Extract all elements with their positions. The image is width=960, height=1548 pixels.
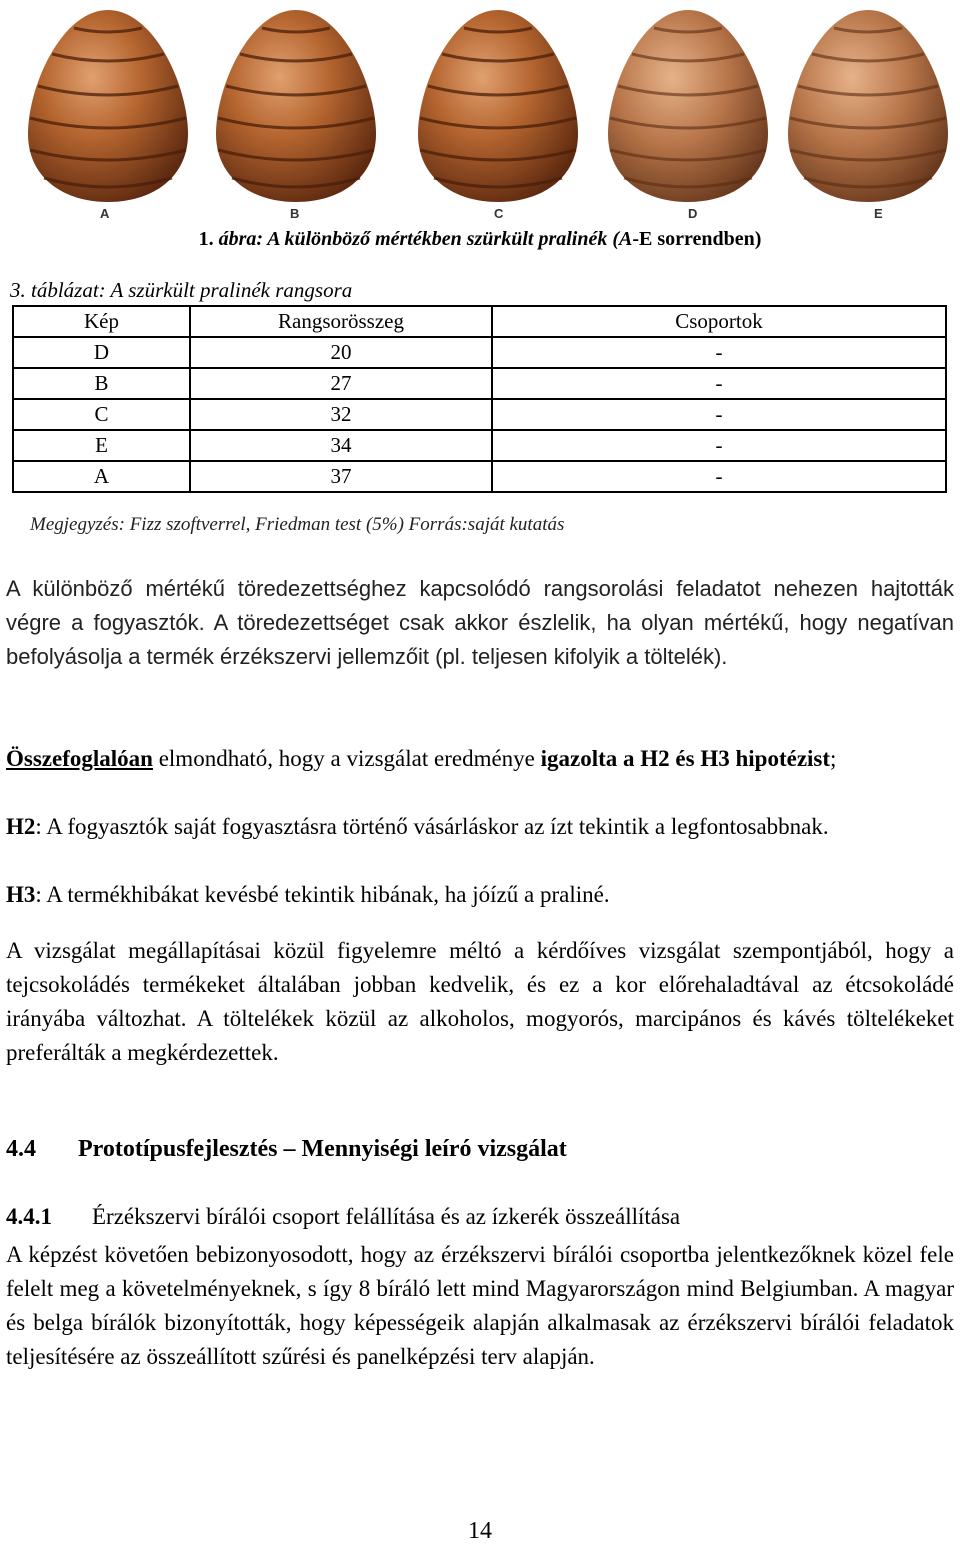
table-cell: E (13, 430, 190, 461)
figure-label-e: E (874, 206, 883, 221)
table-cell: A (13, 461, 190, 492)
table-title: 3. táblázat: A szürkült pralinék rangsora (10, 278, 353, 302)
paragraph-summary: Összefoglalóan elmondható, hogy a vizsgálat eredménye igazolta a H2 és H3 hipotézist; (6, 746, 837, 771)
table-row (13, 337, 946, 368)
page-number: 14 (468, 1518, 492, 1544)
table-cell: 34 (190, 430, 492, 461)
subsection-heading: 4.4.1 Érzékszervi bírálói csoport felállítása és az ízkerék összeállítása (6, 1204, 681, 1229)
paragraph-findings: A vizsgálat megállapításai közül figyelemre méltó a kérdőíves vizsgálat szempontjából, hogy a tejcsokoládés termékeket általában jobban kedvelik, és ez a kor előrehaladtával az étcsokoládé irányába változhat. A töltelékek közül az alkoholos, mogyorós, marcipános és kávés töltelékeket preferálták a megkérdezettek. (6, 938, 954, 1065)
table-cell: - (492, 368, 946, 399)
paragraph-fragmentation: A különböző mértékű töredezettséghez kapcsolódó rangsorolási feladatot nehezen hajtották végre a fogyasztók. A töredezettséget csak akkor észlelik, ha olyan mértékű, hogy negatívan befolyásolja a termék érzékszervi jellemzőit (pl. teljesen kifolyik a töltelék). (6, 576, 954, 669)
praline-b-image (210, 6, 382, 204)
table-header: Kép (13, 306, 190, 337)
figure-label-b: B (290, 206, 300, 221)
table-cell: 37 (190, 461, 492, 492)
praline-e-image (782, 6, 954, 204)
figure-label-c: C (494, 206, 504, 221)
praline-c-image (412, 6, 584, 204)
table-header: Csoportok (492, 306, 946, 337)
praline-a-image (22, 6, 194, 204)
table-cell: B (13, 368, 190, 399)
hypothesis-h3: H3: A termékhibákat kevésbé tekintik hibának, ha jóízű a praliné. (6, 882, 610, 907)
table-cell: - (492, 461, 946, 492)
table-cell: 20 (190, 337, 492, 368)
table-cell: 27 (190, 368, 492, 399)
table-cell: - (492, 430, 946, 461)
paragraph-panel: A képzést követően bebizonyosodott, hogy az érzékszervi bírálói csoportba jelentkezőknek közel fele felelt meg a követelményeknek, s így 8 bíráló lett mind Magyarországon mind Belgiumban. A magyar és belga bírálók bizonyították, hogy képességeik alapján alkalmasak az érzékszervi bírálói feladatok teljesítésére az összeállított szűrési és panelképzési terv alapján. (6, 1242, 954, 1369)
section-heading: 4.4 Prototípusfejlesztés – Mennyiségi leíró vizsgálat (6, 1136, 567, 1162)
figure-label-d: D (688, 206, 698, 221)
table-row (13, 461, 946, 492)
praline-d-image (602, 6, 774, 204)
ranking-table (12, 305, 947, 493)
table-cell: 32 (190, 399, 492, 430)
figure-caption: 1. ábra: A különböző mértékben szürkült pralinék (A-E sorrendben) (198, 228, 762, 250)
table-header: Rangsorösszeg (190, 306, 492, 337)
table-cell: - (492, 399, 946, 430)
table-cell: C (13, 399, 190, 430)
table-note: Megjegyzés: Fizz szoftverrel, Friedman test (5%) Forrás:saját kutatás (30, 514, 565, 535)
table-row (13, 368, 946, 399)
figure-label-a: A (100, 206, 110, 221)
table-row (13, 430, 946, 461)
table-row (13, 399, 946, 430)
table-header-row (13, 306, 946, 337)
table-cell: - (492, 337, 946, 368)
table-cell: D (13, 337, 190, 368)
praline-figure (0, 0, 960, 230)
hypothesis-h2: H2: A fogyasztók saját fogyasztásra történő vásárláskor az ízt tekintik a legfontosabbnak. (6, 814, 829, 839)
